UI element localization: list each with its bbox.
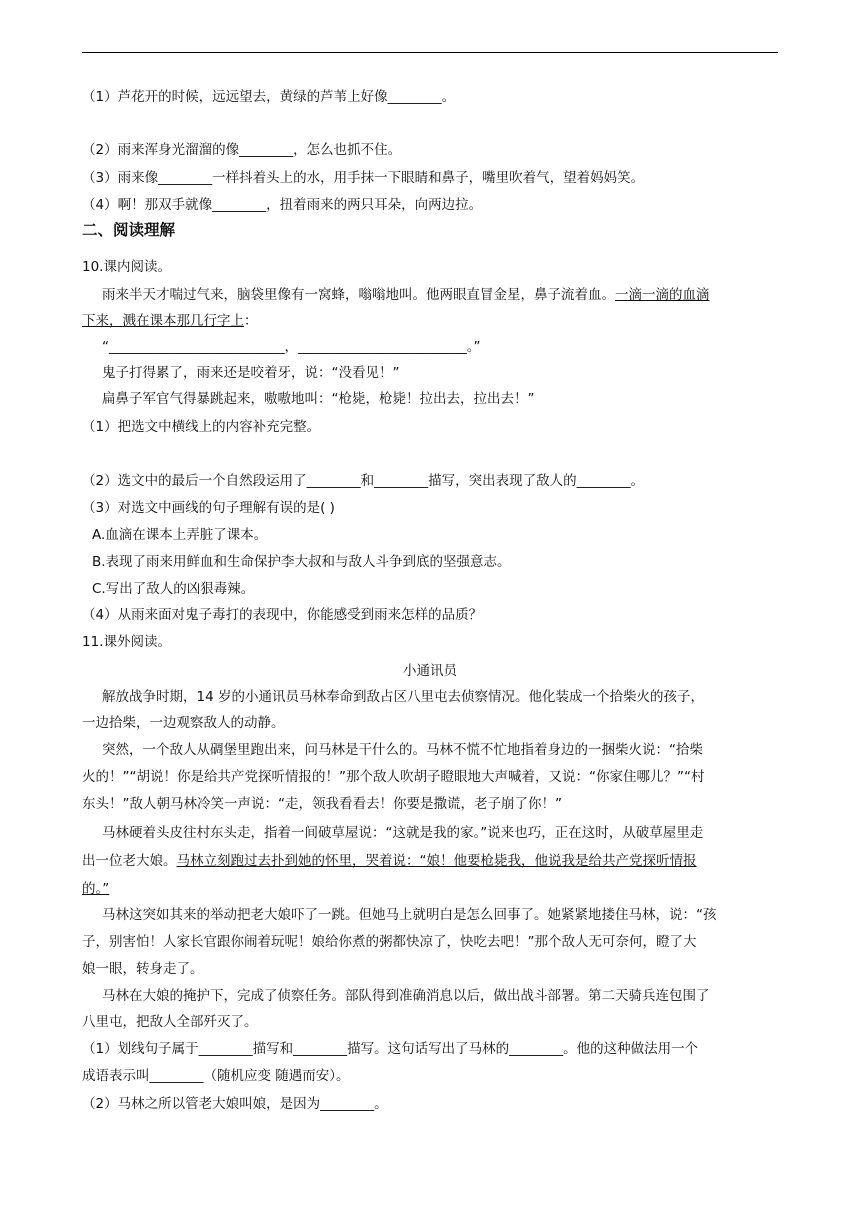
q10-sub-question-4: （4）从雨来面对鬼子毒打的表现中，你能感受到雨来怎样的品质？ <box>82 607 483 623</box>
header-rule <box>82 52 778 53</box>
story-line: 马林硬着头皮往村东头走，指着一间破草屋说：“这就是我的家。”说来也巧，正在这时，从破草屋里走 <box>102 825 704 841</box>
story-line: 一边拾柴，一边观察敌人的动静。 <box>82 715 285 731</box>
option-a: A.血滴在课本上弄脏了课本。 <box>92 527 268 543</box>
question-2: （2）雨来浑身光溜溜的像________，怎么也抓不住。 <box>82 142 402 158</box>
story-line: 突然，一个敌人从碉堡里跑出来，问马林是干什么的。马林不慌不忙地指着身边的一捆柴火说：“拾柴 <box>102 742 703 758</box>
question-4: （4）啊！那双手就像________，扭着雨来的两只耳朵，向两边拉。 <box>82 197 483 213</box>
story-line: 娘一眼，转身走了。 <box>82 961 204 977</box>
section-heading-reading: 二、阅读理解 <box>82 221 176 239</box>
option-c: C.写出了敌人的凶狠毒辣。 <box>92 581 255 597</box>
q10-sub-question-2: （2）选文中的最后一个自然段运用了________和________描写，突出表现了敌人的________。 <box>82 473 645 489</box>
q11-underlined-sentence: 的。” <box>82 881 110 897</box>
story-line: 出一位老大娘。马林立刻跑过去扑到她的怀里，哭着说：“娘！他要枪毙我，他说我是给共产党探听情报 <box>82 853 697 869</box>
q11-sub-question-2: （2）马林之所以管老大娘叫娘，是因为________。 <box>82 1096 388 1112</box>
q10-blank-line: “__________________________，_________________________。” <box>102 339 481 355</box>
q11-sub-question-1: （1）划线句子属于________描写和________描写。这句话写出了马林的________。他的这种做法用一个 <box>82 1041 699 1057</box>
q11-underlined-sentence: 马林立刻跑过去扑到她的怀里，哭着说：“娘！他要枪毙我，他说我是给共产党探听情报 <box>176 853 697 869</box>
q10-passage-line: 鬼子打得累了，雨来还是咬着牙，说：“没看见！” <box>102 365 400 381</box>
question-3: （3）雨来像________一样抖着头上的水，用手抹一下眼睛和鼻子，嘴里吹着气，望着妈妈笑。 <box>82 170 645 186</box>
q11-title: 11.课外阅读。 <box>82 634 171 650</box>
q10-passage-line: 下来，溅在课本那几行字上： <box>82 313 258 329</box>
story-line: 马林这突如其来的举动把老大娘吓了一跳。但她马上就明白是怎么回事了。她紧紧地搂住马林，说：“孩 <box>102 907 717 923</box>
story-line: 东头！”敌人朝马林冷笑一声说：“走，领我看看去！你要是撒谎，老子崩了你！” <box>82 796 562 812</box>
story-title: 小通讯员 <box>403 663 457 679</box>
option-b: B.表现了雨来用鲜血和生命保护李大叔和与敌人斗争到底的坚强意志。 <box>92 554 511 570</box>
q10-title: 10.课内阅读。 <box>82 259 171 275</box>
q10-sub-question-1: （1）把选文中横线上的内容补充完整。 <box>82 419 321 435</box>
story-line <box>82 880 782 898</box>
q10-underlined-sentence: 下来，溅在课本那几行字上 <box>82 313 244 329</box>
q11-sub-question-1-cont: 成语表示叫________（随机应变 随遇而安）。 <box>82 1068 350 1084</box>
q10-underlined-sentence: 一滴一滴的血滴 <box>615 287 710 303</box>
q10-passage-line: 扁鼻子军官气得暴跳起来，嗷嗷地叫：“枪毙，枪毙！拉出去，拉出去！” <box>102 391 535 407</box>
question-1: （1）芦花开的时候，远远望去，黄绿的芦苇上好像________。 <box>82 89 456 105</box>
story-line: 马林在大娘的掩护下，完成了侦察任务。部队得到准确消息以后，做出战斗部署。第二天骑兵连包围了 <box>102 988 710 1004</box>
story-line: 子，别害怕！人家长官跟你闹着玩呢！娘给你煮的粥都快凉了，快吃去吧！”那个敌人无可奈何，瞪了大 <box>82 934 697 950</box>
story-line: 解放战争时期，14 岁的小通讯员马林奉命到敌占区八里屯去侦察情况。他化装成一个拾柴火的孩子， <box>102 689 704 705</box>
story-line: 火的！”“胡说！你是给共产党探听情报的！”那个敌人吹胡子瞪眼地大声喊着，又说：“你家住哪儿？”“村 <box>82 769 705 785</box>
story-line: 八里屯，把敌人全部歼灭了。 <box>82 1014 258 1030</box>
q10-sub-question-3: （3）对选文中画线的句子理解有误的是( ) <box>82 500 335 516</box>
q10-passage-text: 雨来半天才喘过气来，脑袋里像有一窝蜂，嗡嗡地叫。他两眼直冒金星，鼻子流着血。 <box>102 287 615 303</box>
q10-passage-line <box>102 286 802 304</box>
